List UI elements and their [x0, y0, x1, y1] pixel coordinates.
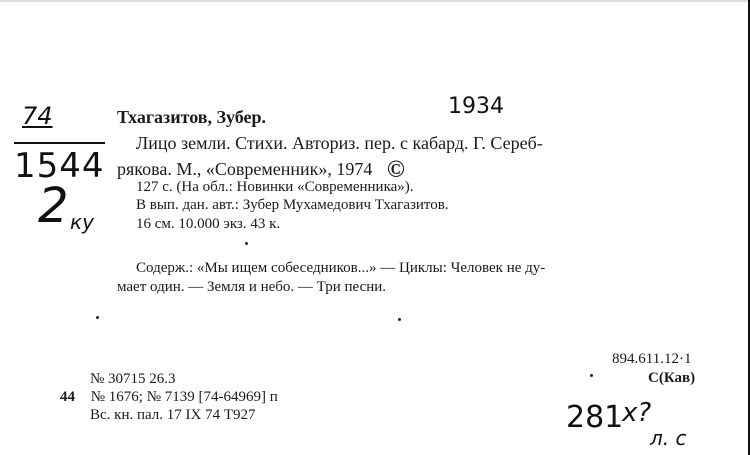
scan-speck: [590, 374, 593, 377]
handwritten-top-number: 74: [22, 102, 53, 130]
card-prefix-44: 44: [60, 389, 75, 405]
card-order-text: № 1676; № 7139 [74-64969] п: [90, 389, 278, 405]
handwritten-bottom-number: 281: [566, 400, 624, 435]
card-top-edge: [0, 0, 750, 2]
handwritten-year: 1934: [448, 94, 504, 119]
handwritten-bottom-scribble: x?: [622, 398, 652, 428]
card-title-line2-text: рякова. М., «Современник», 1974: [117, 159, 373, 179]
handwritten-bottom-sub: л. с: [650, 426, 687, 450]
card-order-line: [60, 390, 278, 405]
scan-speck: [245, 242, 248, 245]
card-classification: 894.611.12·1: [612, 351, 692, 367]
card-contents-line2: мает один. — Земля и небо. — Три песни.: [117, 279, 387, 295]
handwritten-shelf-number: 1544: [14, 142, 105, 186]
scan-speck: [398, 318, 401, 321]
card-press-line: Вс. кн. пал. 17 IX 74 Т927: [90, 407, 256, 423]
card-author-note: В вып. дан. авт.: Зубер Мухамедович Тхагазитов.: [136, 197, 449, 213]
card-pages: 127 с. (На обл.: Новинки «Современника»).: [136, 179, 414, 195]
card-author: Тхагазитов, Зубер.: [117, 107, 267, 127]
card-title-line1: Лицо земли. Стихи. Авториз. пер. с кабард. Г. Сереб-: [136, 133, 543, 153]
handwritten-note-figure: 2: [38, 178, 69, 234]
card-contents-line1: Содерж.: «Мы ищем собеседников...» — Циклы: Человек не ду-: [136, 260, 546, 276]
card-author-mark: С(Кав): [648, 370, 696, 386]
card-format: 16 см. 10.000 экз. 43 к.: [136, 216, 281, 232]
handwritten-note-suffix: ку: [70, 210, 94, 234]
scan-speck: [96, 316, 99, 319]
copyright-symbol: ©: [386, 157, 405, 183]
card-record-number: № 30715 26.3: [90, 371, 176, 387]
